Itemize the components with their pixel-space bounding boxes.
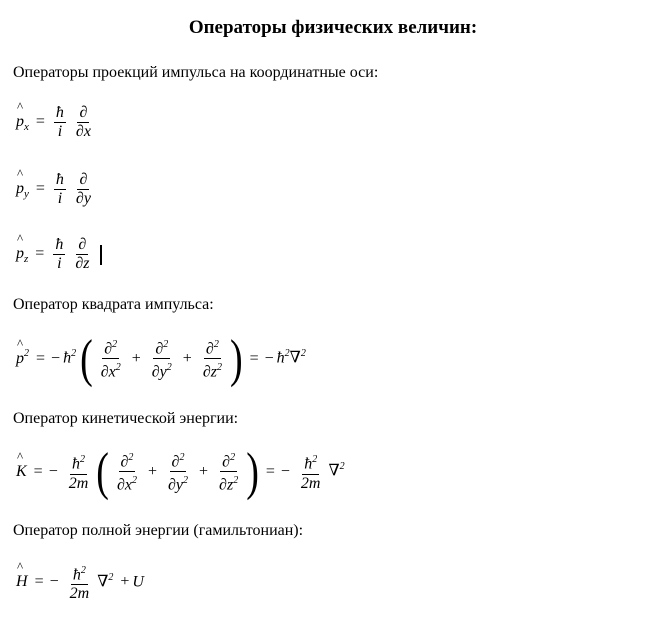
section-heading-momentum-squared: Оператор квадрата импульса: <box>13 296 214 313</box>
section-heading-kinetic: Оператор кинетической энергии: <box>13 410 239 427</box>
equation-kinetic-energy: ^ K = − $\frac{ħ^2}{2m}$ ( $\frac{\partial^2}{\partial x^2}$ + $\frac{\partial^2}{\partial y^2}$ + $\frac{\partial^2}{\partial z^2}$ ) = − $\frac{ħ^2}{2m}$ ∇$^2$ <box>16 449 345 495</box>
equation-hamiltonian: ^ H = − $\frac{ħ^2}{2m}$ ∇$^2$ + U <box>16 562 144 603</box>
equation-py: ^ $p_y$ = $\frac{ħ}{i}$ $\frac{\partial}{\partial y}$ <box>16 171 95 208</box>
equation-px: ^ $p_x$ = $\frac{ħ}{i}$ $\frac{\partial}{\partial x}$ <box>16 104 95 141</box>
section-heading-projections: Операторы проекций импульса на координатные оси: <box>13 64 379 81</box>
section-heading-hamiltonian: Оператор полной энергии (гамильтониан): <box>13 522 304 539</box>
page-title: Операторы физических величин: <box>188 17 478 38</box>
text-cursor <box>100 245 102 265</box>
equation-p-squared: ^ $p^2$ = − $ħ^2$ ( $\frac{\partial^2}{\partial x^2}$ + $\frac{\partial^2}{\partial y^2}$ + $\frac{\partial^2}{\partial z^2}$ ) = − $ħ^2\nabla^2$ <box>16 336 306 382</box>
equation-pz: ^ $p_z$ = $\frac{ħ}{i}$ $\frac{\partial}{\partial z}$ <box>16 236 102 273</box>
